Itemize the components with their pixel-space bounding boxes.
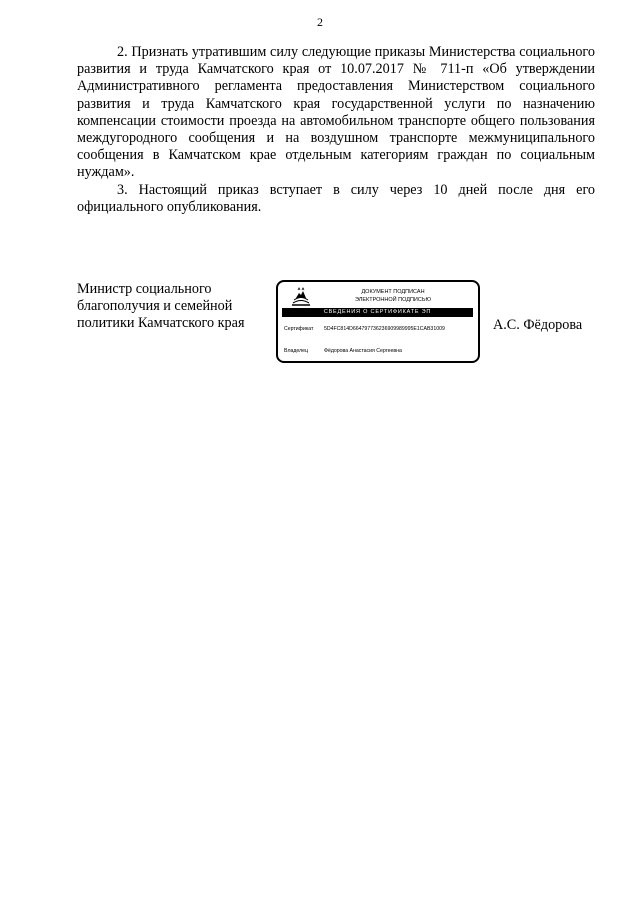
certificate-label: Сертификат <box>284 326 314 332</box>
certificate-value: 5D4FC814D664797736236909989995E1CAB31009 <box>324 326 445 332</box>
body-text <box>77 44 595 216</box>
coat-of-arms-icon <box>290 287 312 307</box>
stamp-heading <box>318 288 468 304</box>
owner-label: Владелец <box>284 348 308 354</box>
paragraph-2: 2. Признать утратившим силу следующие приказы Министерства социального развития и труда Камчатского края от 10.07.2017 № 711-п «Об утверждении Административного регламента предоставления Министерством социального развития и труда Камчатского края государственной услуги по назначению компенсации стоимости проезда на автомобильном транспорте общего пользования междугородного сообщения и на воздушном транспорте межмуниципального сообщения в Камчатском крае отдельным категориям граждан по социальным нуждам». <box>77 44 595 181</box>
stamp-owner-row <box>284 348 474 355</box>
stamp-certificate-bar: СВЕДЕНИЯ О СЕРТИФИКАТЕ ЭП <box>282 308 473 317</box>
electronic-signature-stamp <box>276 280 480 363</box>
owner-value: Фёдорова Анастасия Сергеевна <box>324 348 402 354</box>
paragraph-3: 3. Настоящий приказ вступает в силу через 10 дней после дня его официального опубликования. <box>77 181 595 215</box>
page-number: 2 <box>317 15 323 29</box>
stamp-certificate-row <box>284 326 474 333</box>
signatory-title: Министр социального благополучия и семейной политики Камчатского края <box>77 281 245 332</box>
stamp-heading-line1: ДОКУМЕНТ ПОДПИСАН <box>361 289 425 295</box>
stamp-heading-line2: ЭЛЕКТРОННОЙ ПОДПИСЬЮ <box>354 297 432 303</box>
signatory-name: А.С. Фёдорова <box>493 317 583 333</box>
